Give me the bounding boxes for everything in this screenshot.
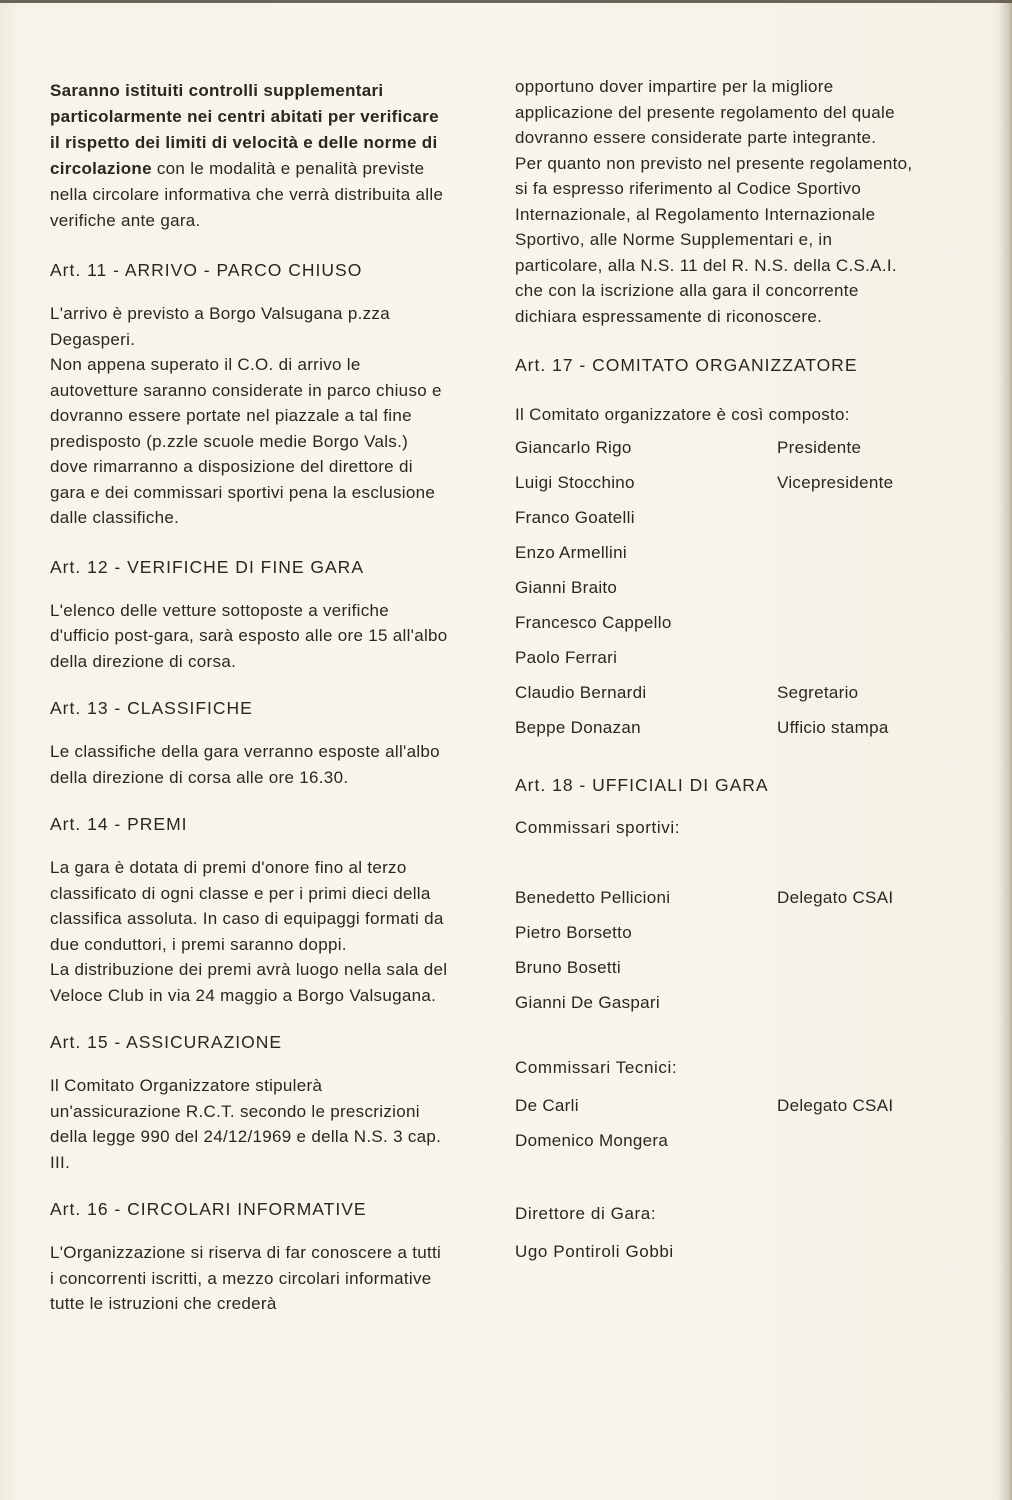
commissario-sportivo — [515, 888, 915, 923]
art14-heading: Art. 14 - PREMI — [50, 814, 188, 834]
page-fold-shadow — [998, 0, 1012, 1500]
commissario-sportivo — [515, 958, 915, 993]
committee-member — [515, 613, 915, 648]
art15-paragraph-1: Il Comitato Organizzatore stipulerà un'assicurazione R.C.T. secondo le prescrizioni della legge 990 del 24/12/1969 e della N.S. 3 cap. III. — [50, 1076, 442, 1172]
commissario-tecnico-role: Delegato CSAI — [777, 1095, 894, 1115]
art14-paragraph-2: La distribuzione dei premi avrà luogo nella sala del Veloce Club in via 24 maggio a Borgo Valsugana. — [50, 960, 448, 1005]
committee-member-name: Claudio Bernardi — [515, 682, 647, 702]
committee-member — [515, 438, 915, 473]
continued-paragraph-1: opportuno dover impartire per la migliore applicazione del presente regolamento del quale dovranno essere considerate parte integrante. — [515, 77, 895, 147]
committee-member-role: Presidente — [777, 437, 862, 457]
committee-member-name: Giancarlo Rigo — [515, 437, 632, 457]
committee-member — [515, 683, 915, 718]
intro-bold-text: Saranno istituiti controlli supplementari particolarmente nei centri abitati per verificare il rispetto dei limiti di velocità e delle norme di circolazione — [50, 81, 439, 178]
committee-member-role: Ufficio stampa — [777, 717, 889, 737]
commissario-tecnico-name: Domenico Mongera — [515, 1130, 669, 1150]
committee-list — [515, 438, 915, 753]
continued-paragraph-2: Per quanto non previsto nel presente regolamento, si fa espresso riferimento al Codice Sportivo Internazionale, al Regolamento Internazionale Sportivo, alle Norme Supplementari e, in particolare, alla N.S. 11 del R. N.S. della C.S.A.I. che con la iscrizione alla gara il concorrente dichiara espressamente di riconoscere. — [515, 153, 913, 326]
art17-heading: Art. 17 - COMITATO ORGANIZZATORE — [515, 355, 858, 375]
commissari-sportivi-label: Commissari sportivi: — [515, 817, 681, 837]
committee-member — [515, 578, 915, 613]
committee-member-name: Francesco Cappello — [515, 612, 672, 632]
commissario-tecnico — [515, 1096, 915, 1131]
committee-member-name: Gianni Braito — [515, 577, 618, 597]
intro-rest-text: con le modalità e penalità previste nella circolare informativa che verrà distribuita alle verifiche ante gara. — [50, 159, 444, 230]
left-column — [50, 78, 450, 1317]
commissario-sportivo-name: Bruno Bosetti — [515, 957, 621, 977]
committee-member-name: Luigi Stocchino — [515, 472, 635, 492]
committee-member-name: Franco Goatelli — [515, 507, 635, 527]
art16-heading: Art. 16 - CIRCOLARI INFORMATIVE — [50, 1199, 367, 1219]
committee-member — [515, 473, 915, 508]
commissario-tecnico-name: De Carli — [515, 1095, 579, 1115]
commissari-sportivi-list — [515, 888, 915, 1028]
commissario-sportivo-name: Pietro Borsetto — [515, 922, 632, 942]
art17-intro: Il Comitato organizzatore è così composto: — [515, 405, 850, 424]
art12-heading: Art. 12 - VERIFICHE DI FINE GARA — [50, 556, 364, 577]
commissario-sportivo-name: Benedetto Pellicioni — [515, 887, 671, 907]
committee-member-role: Vicepresidente — [777, 472, 894, 492]
commissari-tecnici-label: Commissari Tecnici: — [515, 1057, 678, 1077]
direttore-name: Ugo Pontiroli Gobbi — [515, 1241, 674, 1261]
page-top-edge — [0, 0, 1012, 3]
art13-heading: Art. 13 - CLASSIFICHE — [50, 698, 253, 718]
art16-paragraph-1: L'Organizzazione si riserva di far conoscere a tutti i concorrenti iscritti, a mezzo circolari informative tutte le istruzioni che crederà — [50, 1243, 442, 1313]
committee-member-role: Segretario — [777, 682, 859, 702]
committee-member — [515, 718, 915, 753]
commissario-sportivo — [515, 923, 915, 958]
art12-paragraph-1: L'elenco delle vetture sottoposte a verifiche d'ufficio post-gara, sarà esposto alle ore 15 all'albo della direzione di corsa. — [50, 600, 448, 671]
art14-paragraph-1: La gara è dotata di premi d'onore fino al terzo classificato di ogni classe e per i primi dieci della classifica assoluta. In caso di equipaggi formati da due conduttori, i premi saranno doppi. — [50, 858, 444, 954]
committee-member — [515, 508, 915, 543]
committee-member-name: Enzo Armellini — [515, 542, 627, 562]
art18-heading: Art. 18 - UFFICIALI DI GARA — [515, 774, 769, 795]
art11-paragraph-2: Non appena superato il C.O. di arrivo le autovetture saranno considerate in parco chiuso e dovranno essere portate nel piazzale a tal fine predisposto (p.zzle scuole medie Borgo Vals.) dove rimarranno a disposizione del direttore di gara e dei commissari sportivi pena la esclusione dalle classifiche. — [50, 355, 442, 527]
committee-member-name: Paolo Ferrari — [515, 647, 618, 667]
art15-heading: Art. 15 - ASSICURAZIONE — [50, 1032, 283, 1052]
commissario-sportivo-role: Delegato CSAI — [777, 887, 894, 907]
right-column — [515, 74, 915, 1262]
art11-paragraph-1: L'arrivo è previsto a Borgo Valsugana p.zza Degasperi. — [50, 304, 390, 349]
commissari-tecnici-list — [515, 1096, 915, 1166]
commissario-sportivo — [515, 993, 915, 1028]
direttore-label: Direttore di Gara: — [515, 1203, 657, 1223]
art13-paragraph-1: Le classifiche della gara verranno esposte all'albo della direzione di corsa alle ore 16.30. — [50, 742, 440, 787]
committee-member — [515, 648, 915, 683]
commissario-sportivo-name: Gianni De Gaspari — [515, 992, 660, 1012]
commissario-tecnico — [515, 1131, 915, 1166]
committee-member — [515, 543, 915, 578]
committee-member-name: Beppe Donazan — [515, 717, 641, 737]
art11-heading: Art. 11 - ARRIVO - PARCO CHIUSO — [50, 260, 363, 280]
intro-paragraph — [50, 78, 450, 234]
